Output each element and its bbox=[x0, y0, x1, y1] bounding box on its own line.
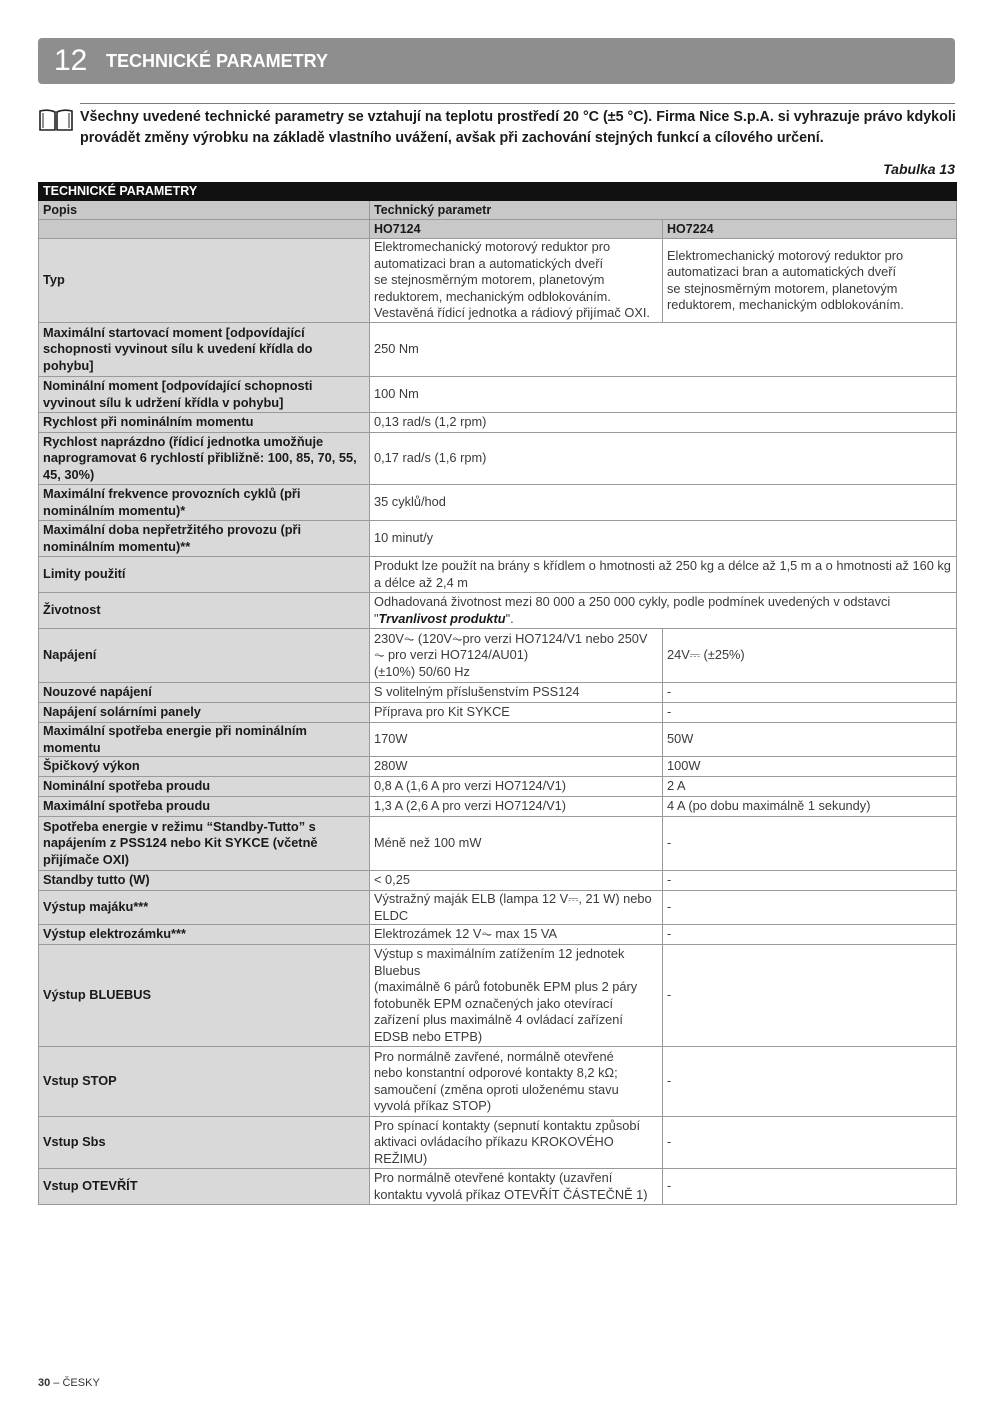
footer-separator: – bbox=[50, 1377, 63, 1389]
table-row bbox=[39, 1169, 957, 1205]
row-label: Maximální startovací moment [odpovídající schopnosti vyvinout sílu k uvedení křídla do pohybu] bbox=[39, 323, 370, 377]
row-value-ho7224: 100W bbox=[663, 757, 957, 777]
table-row bbox=[39, 871, 957, 891]
row-value-ho7224: Elektromechanický motorový reduktor pro automatizaci bran a automatických dveří se stejnosměrným motorem, planetovým reduktorem, mechanickým odblokováním. bbox=[663, 239, 957, 323]
row-value-ho7124: Výstup s maximálním zatížením 12 jednotek Bluebus (maximálně 6 párů fotobuněk EPM plus 2 páry fotobuněk EPM označených jako otevírací zařízení plus maximálně 4 ovládací zařízení EDSB nebo ETPB) bbox=[370, 945, 663, 1047]
row-label: Standby tutto (W) bbox=[39, 871, 370, 891]
column-header-parameter: Technický parametr bbox=[370, 201, 957, 220]
row-label: Vstup Sbs bbox=[39, 1117, 370, 1169]
row-value-ho7124: Méně než 100 mW bbox=[370, 817, 663, 871]
model-header-b: HO7224 bbox=[663, 220, 957, 239]
row-value bbox=[370, 593, 957, 629]
row-label: Maximální doba nepřetržitého provozu (při nominálním momentu)** bbox=[39, 521, 370, 557]
row-value-ho7224: - bbox=[663, 871, 957, 891]
row-value-ho7124: Elektrozámek 12 V⏦ max 15 VA bbox=[370, 925, 663, 945]
row-value-ho7224: - bbox=[663, 925, 957, 945]
table-row bbox=[39, 239, 957, 323]
row-value-ho7124: 0,8 A (1,6 A pro verzi HO7124/V1) bbox=[370, 777, 663, 797]
table-row bbox=[39, 485, 957, 521]
table-title: TECHNICKÉ PARAMETRY bbox=[39, 183, 957, 201]
row-label: Životnost bbox=[39, 593, 370, 629]
footer-language: ČESKY bbox=[62, 1377, 100, 1389]
table-row bbox=[39, 703, 957, 723]
table-row bbox=[39, 1047, 957, 1117]
model-header-row bbox=[39, 220, 957, 239]
row-label: Maximální spotřeba proudu bbox=[39, 797, 370, 817]
row-value-ho7224: 24V⎓ (±25%) bbox=[663, 629, 957, 683]
row-value: 250 Nm bbox=[370, 323, 957, 377]
row-value-ho7224: - bbox=[663, 945, 957, 1047]
row-label: Limity použití bbox=[39, 557, 370, 593]
column-header-description: Popis bbox=[39, 201, 370, 220]
row-label: Výstup majáku*** bbox=[39, 891, 370, 925]
row-value-ho7124: Pro normálně zavřené, normálně otevřené nebo konstantní odporové kontakty 8,2 kΩ; samoučení (změna oproti uloženému stavu vyvolá příkaz STOP) bbox=[370, 1047, 663, 1117]
table-row bbox=[39, 925, 957, 945]
row-value: 0,17 rad/s (1,6 rpm) bbox=[370, 433, 957, 485]
row-value-emphasis: Trvanlivost produktu bbox=[378, 610, 506, 626]
table-row bbox=[39, 377, 957, 413]
row-label: Výstup elektrozámku*** bbox=[39, 925, 370, 945]
table-row bbox=[39, 797, 957, 817]
row-value-ho7124: 1,3 A (2,6 A pro verzi HO7124/V1) bbox=[370, 797, 663, 817]
row-label: Maximální frekvence provozních cyklů (při nominálním momentu)* bbox=[39, 485, 370, 521]
row-value-ho7124: Pro spínací kontakty (sepnutí kontaktu způsobí aktivaci ovládacího příkazu KROKOVÉHO REŽIMU) bbox=[370, 1117, 663, 1169]
row-label: Nominální spotřeba proudu bbox=[39, 777, 370, 797]
technical-parameters-table bbox=[38, 182, 957, 1205]
row-value-ho7224: - bbox=[663, 1117, 957, 1169]
row-value-ho7224: - bbox=[663, 1169, 957, 1205]
table-header-row bbox=[39, 201, 957, 220]
page-number: 30 bbox=[38, 1377, 51, 1389]
row-label: Napájení bbox=[39, 629, 370, 683]
table-row bbox=[39, 757, 957, 777]
row-value-ho7224: 50W bbox=[663, 723, 957, 757]
row-label: Výstup BLUEBUS bbox=[39, 945, 370, 1047]
row-label: Nouzové napájení bbox=[39, 683, 370, 703]
row-label: Rychlost naprázdno (řídicí jednotka umožňuje naprogramovat 6 rychlostí přibližně: 100, 85, 70, 55, 45, 30%) bbox=[39, 433, 370, 485]
table-caption: Tabulka 13 bbox=[883, 161, 955, 177]
row-value-ho7124: 230V⏦ (120V⏦pro verzi HO7124/V1 nebo 250V ⏦ pro verzi HO7124/AU01) (±10%) 50/60 Hz bbox=[370, 629, 663, 683]
row-value-ho7224: 4 A (po dobu maximálně 1 sekundy) bbox=[663, 797, 957, 817]
table-row bbox=[39, 777, 957, 797]
model-header-blank bbox=[39, 220, 370, 239]
table-row bbox=[39, 1117, 957, 1169]
row-label: Vstup STOP bbox=[39, 1047, 370, 1117]
row-value-text-end: ". bbox=[505, 610, 514, 626]
table-row bbox=[39, 557, 957, 593]
table-row bbox=[39, 413, 957, 433]
row-value-text: Odhadovaná životnost mezi 80 000 a 250 000 cykly, podle podmínek uvedených v odstavci " bbox=[374, 594, 891, 626]
row-value-ho7224: - bbox=[663, 891, 957, 925]
table-row bbox=[39, 323, 957, 377]
row-value-ho7124: Pro normálně otevřené kontakty (uzavření kontaktu vyvolá příkaz OTEVŘÍT ČÁSTEČNĚ 1) bbox=[370, 1169, 663, 1205]
row-value-ho7224: - bbox=[663, 817, 957, 871]
page-footer bbox=[38, 1377, 100, 1389]
note-text: Všechny uvedené technické parametry se vztahují na teplotu prostředí 20 °C (±5 °C). Firma Nice S.p.A. si vyhrazuje právo kdykoli provádět změny výrobku na základě vlastního uvážení, avšak při zachování stejných funkcí a cílového určení. bbox=[80, 109, 956, 146]
row-label: Typ bbox=[39, 239, 370, 323]
table-title-row bbox=[39, 183, 957, 201]
table-row bbox=[39, 945, 957, 1047]
row-value-ho7124: Elektromechanický motorový reduktor pro automatizaci bran a automatických dveří se stejnosměrným motorem, planetovým reduktorem, mechanickým odblokováním. Vestavěná řídicí jednotka a rádiový přijímač OXI. bbox=[370, 239, 663, 323]
note-divider bbox=[80, 103, 955, 104]
row-label: Rychlost při nominálním momentu bbox=[39, 413, 370, 433]
row-value: 0,13 rad/s (1,2 rpm) bbox=[370, 413, 957, 433]
table-row bbox=[39, 683, 957, 703]
row-label: Spotřeba energie v režimu “Standby-Tutto” s napájením z PSS124 nebo Kit SYKCE (včetně přijímače OXI) bbox=[39, 817, 370, 871]
table-row bbox=[39, 817, 957, 871]
table-row bbox=[39, 521, 957, 557]
table-row bbox=[39, 891, 957, 925]
row-label: Maximální spotřeba energie při nominálním momentu bbox=[39, 723, 370, 757]
row-value-ho7124: < 0,25 bbox=[370, 871, 663, 891]
row-value: Produkt lze použít na brány s křídlem o hmotnosti až 250 kg a délce až 1,5 m a o hmotnosti až 160 kg a délce až 2,4 m bbox=[370, 557, 957, 593]
table-row bbox=[39, 433, 957, 485]
row-value-ho7124: 280W bbox=[370, 757, 663, 777]
row-label: Špičkový výkon bbox=[39, 757, 370, 777]
row-value-ho7124: Příprava pro Kit SYKCE bbox=[370, 703, 663, 723]
table-row bbox=[39, 723, 957, 757]
row-label: Vstup OTEVŘÍT bbox=[39, 1169, 370, 1205]
row-value-ho7224: - bbox=[663, 683, 957, 703]
row-value-ho7124: S volitelným příslušenstvím PSS124 bbox=[370, 683, 663, 703]
row-value-ho7124: 170W bbox=[370, 723, 663, 757]
row-label: Nominální moment [odpovídající schopnosti vyvinout sílu k udržení křídla v pohybu] bbox=[39, 377, 370, 413]
section-number: 12 bbox=[54, 44, 88, 77]
row-label: Napájení solárními panely bbox=[39, 703, 370, 723]
book-icon bbox=[38, 108, 74, 132]
table-row bbox=[39, 593, 957, 629]
section-title: TECHNICKÉ PARAMETRY bbox=[106, 50, 329, 71]
row-value: 35 cyklů/hod bbox=[370, 485, 957, 521]
section-header-bar bbox=[38, 38, 955, 84]
row-value: 10 minut/y bbox=[370, 521, 957, 557]
row-value: 100 Nm bbox=[370, 377, 957, 413]
table-row bbox=[39, 629, 957, 683]
model-header-a: HO7124 bbox=[370, 220, 663, 239]
row-value-ho7224: - bbox=[663, 1047, 957, 1117]
row-value-ho7224: - bbox=[663, 703, 957, 723]
row-value-ho7124: Výstražný maják ELB (lampa 12 V⎓, 21 W) nebo ELDC bbox=[370, 891, 663, 925]
row-value-ho7224: 2 A bbox=[663, 777, 957, 797]
